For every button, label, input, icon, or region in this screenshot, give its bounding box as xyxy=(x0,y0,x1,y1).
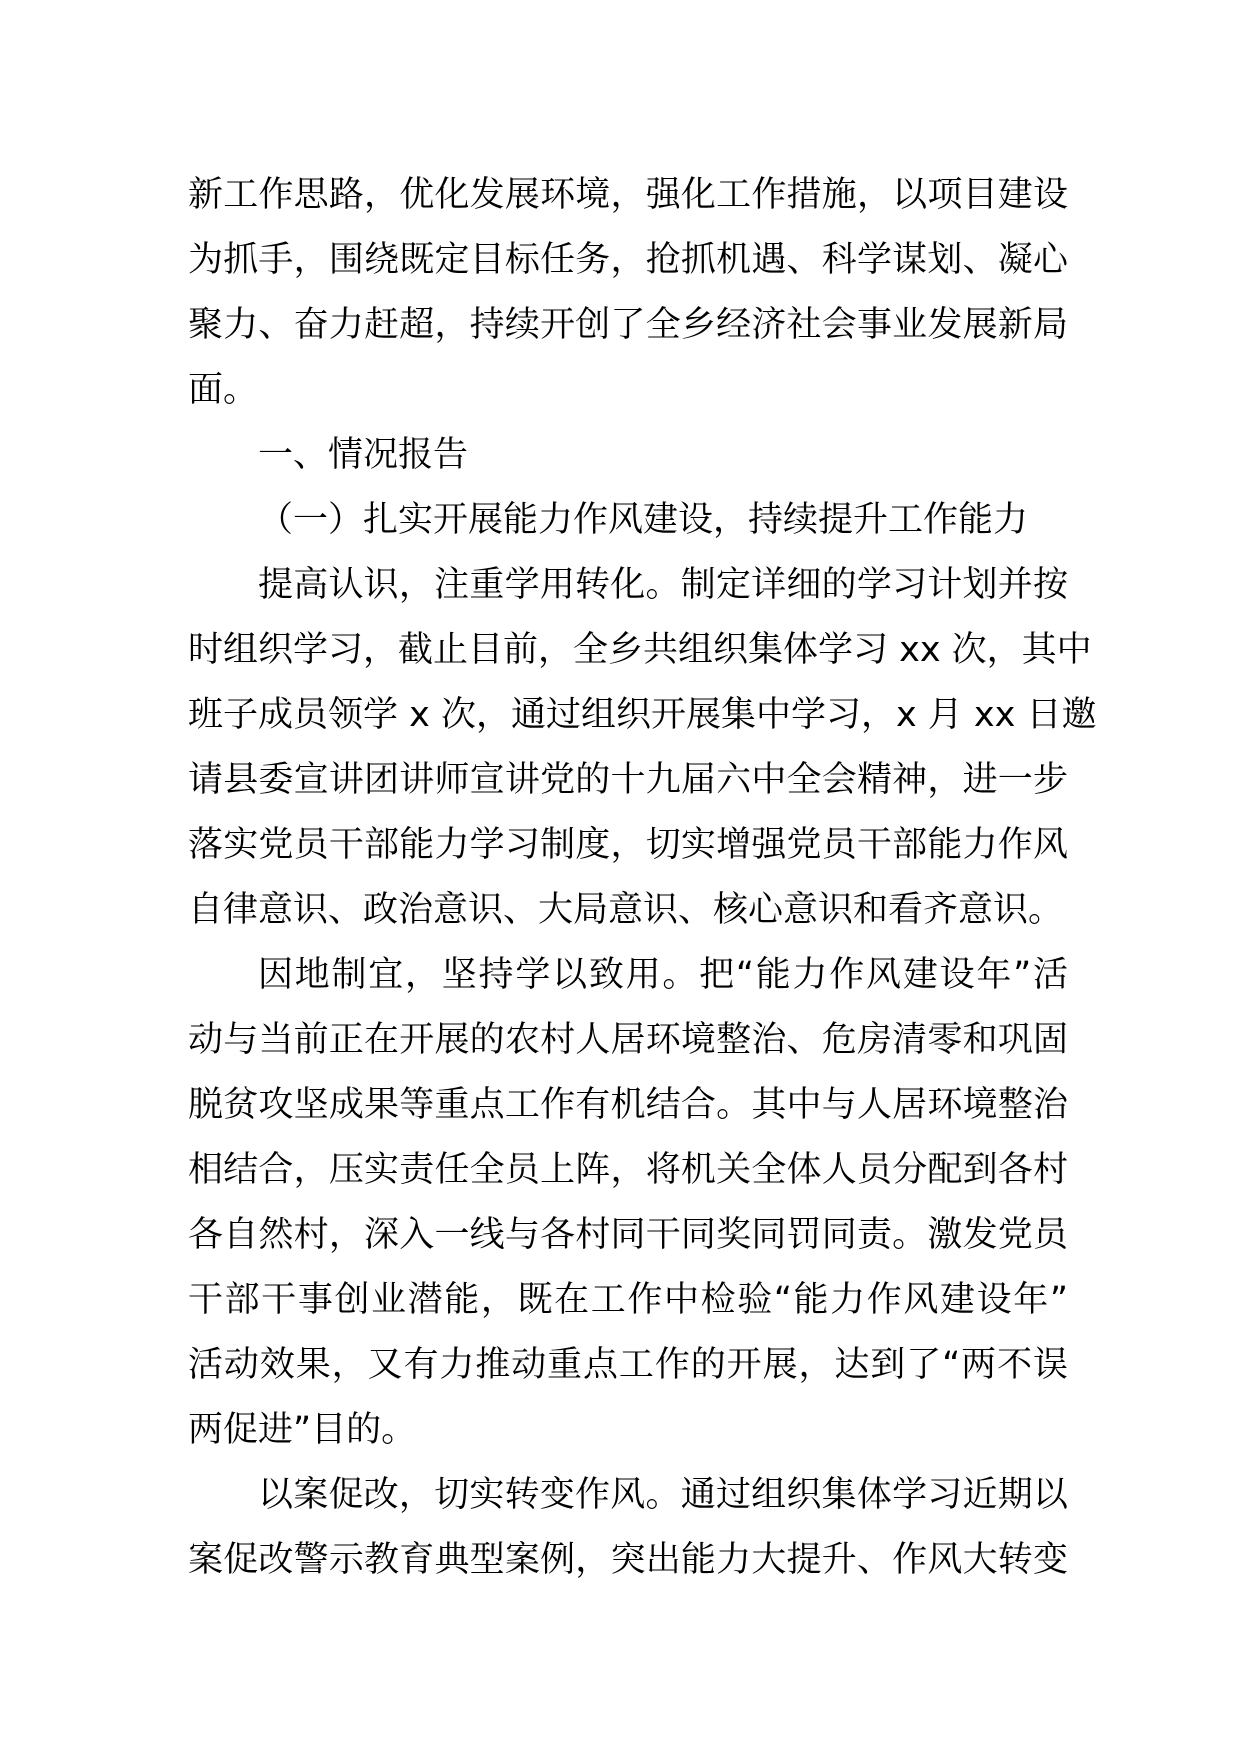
paragraph-line: 因地制宜，坚持学以致用。把“能力作风建设年”活 xyxy=(258,955,1068,995)
document-body xyxy=(188,163,1097,1593)
paragraph-line: 自律意识、政治意识、大局意识、核心意识和看齐意识。 xyxy=(188,890,1064,930)
paragraph-line: 时组织学习，截止目前，全乡共组织集体学习 xx 次，其中 xyxy=(188,630,1092,670)
paragraph-line: 各自然村，深入一线与各村同干同奖同罚同责。激发党员 xyxy=(188,1215,1068,1255)
paragraph-line: 聚力、奋力赶超，持续开创了全乡经济社会事业发展新局 xyxy=(188,305,1068,345)
paragraph-line: 两促进”目的。 xyxy=(188,1410,417,1450)
paragraph-line: 动与当前正在开展的农村人居环境整治、危房清零和巩固 xyxy=(188,1020,1068,1060)
paragraph-line: 活动效果，又有力推动重点工作的开展，达到了“两不误 xyxy=(188,1345,1068,1385)
paragraph-line: 相结合，压实责任全员上阵，将机关全体人员分配到各村 xyxy=(188,1150,1068,1190)
paragraph-line: 以案促改，切实转变作风。通过组织集体学习近期以 xyxy=(258,1475,1068,1515)
paragraph-line: 班子成员领学 x 次，通过组织开展集中学习，x 月 xx 日邀 xyxy=(188,695,1097,735)
subsection-heading: （一）扎实开展能力作风建设，持续提升工作能力 xyxy=(258,500,1029,540)
paragraph-line: 提高认识，注重学用转化。制定详细的学习计划并按 xyxy=(258,565,1068,605)
paragraph-line: 落实党员干部能力学习制度，切实增强党员干部能力作风 xyxy=(188,825,1068,865)
paragraph-line: 脱贫攻坚成果等重点工作有机结合。其中与人居环境整治 xyxy=(188,1085,1068,1125)
paragraph-line: 面。 xyxy=(188,370,259,410)
section-heading: 一、情况报告 xyxy=(258,435,469,475)
paragraph-line: 案促改警示教育典型案例，突出能力大提升、作风大转变 xyxy=(188,1540,1068,1580)
paragraph-line: 新工作思路，优化发展环境，强化工作措施，以项目建设 xyxy=(188,175,1068,215)
paragraph-line: 请县委宣讲团讲师宣讲党的十九届六中全会精神，进一步 xyxy=(188,760,1068,800)
paragraph-line: 干部干事创业潜能，既在工作中检验“能力作风建设年” xyxy=(188,1280,1068,1320)
paragraph-line: 为抓手，围绕既定目标任务，抢抓机遇、科学谋划、凝心 xyxy=(188,240,1068,280)
